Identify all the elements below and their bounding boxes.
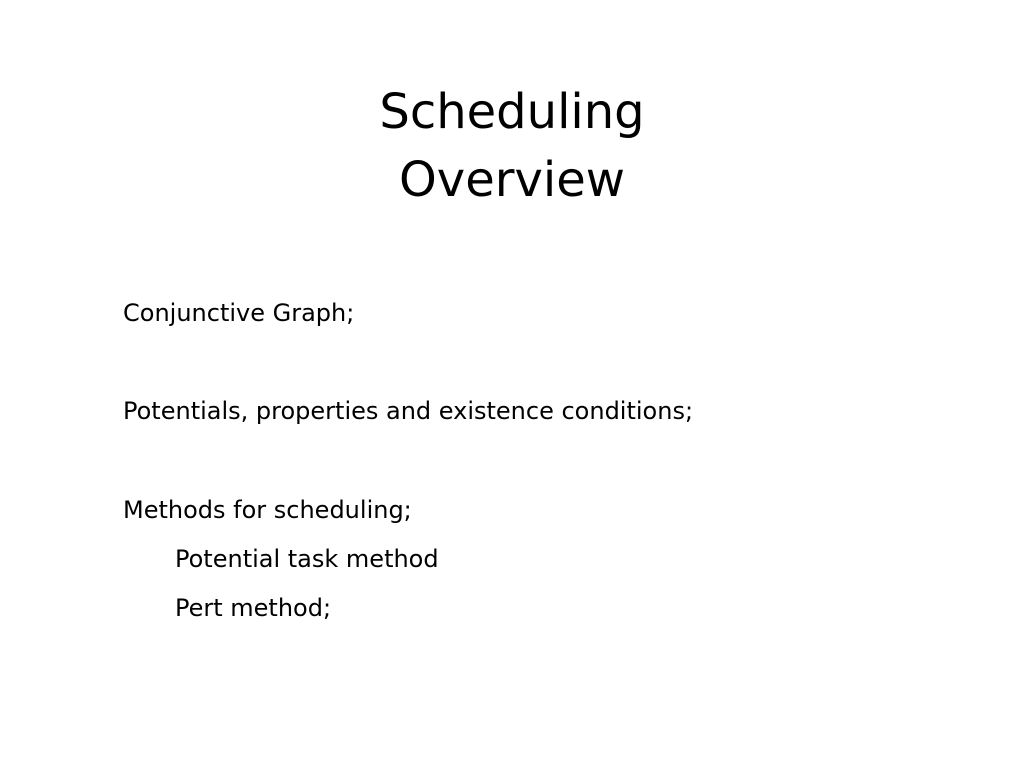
body-line-potentials: Potentials, properties and existence conditions; — [123, 397, 694, 425]
slide-title-line-1: Scheduling — [379, 84, 645, 140]
body-line-methods: Methods for scheduling; — [123, 496, 412, 524]
slide-title — [0, 78, 1024, 214]
body-line-conjunctive-graph: Conjunctive Graph; — [123, 299, 355, 327]
slide-title-line-2: Overview — [399, 152, 625, 208]
body-subline-pert-method: Pert method; — [175, 594, 332, 622]
body-subline-potential-task-method: Potential task method — [175, 545, 439, 573]
